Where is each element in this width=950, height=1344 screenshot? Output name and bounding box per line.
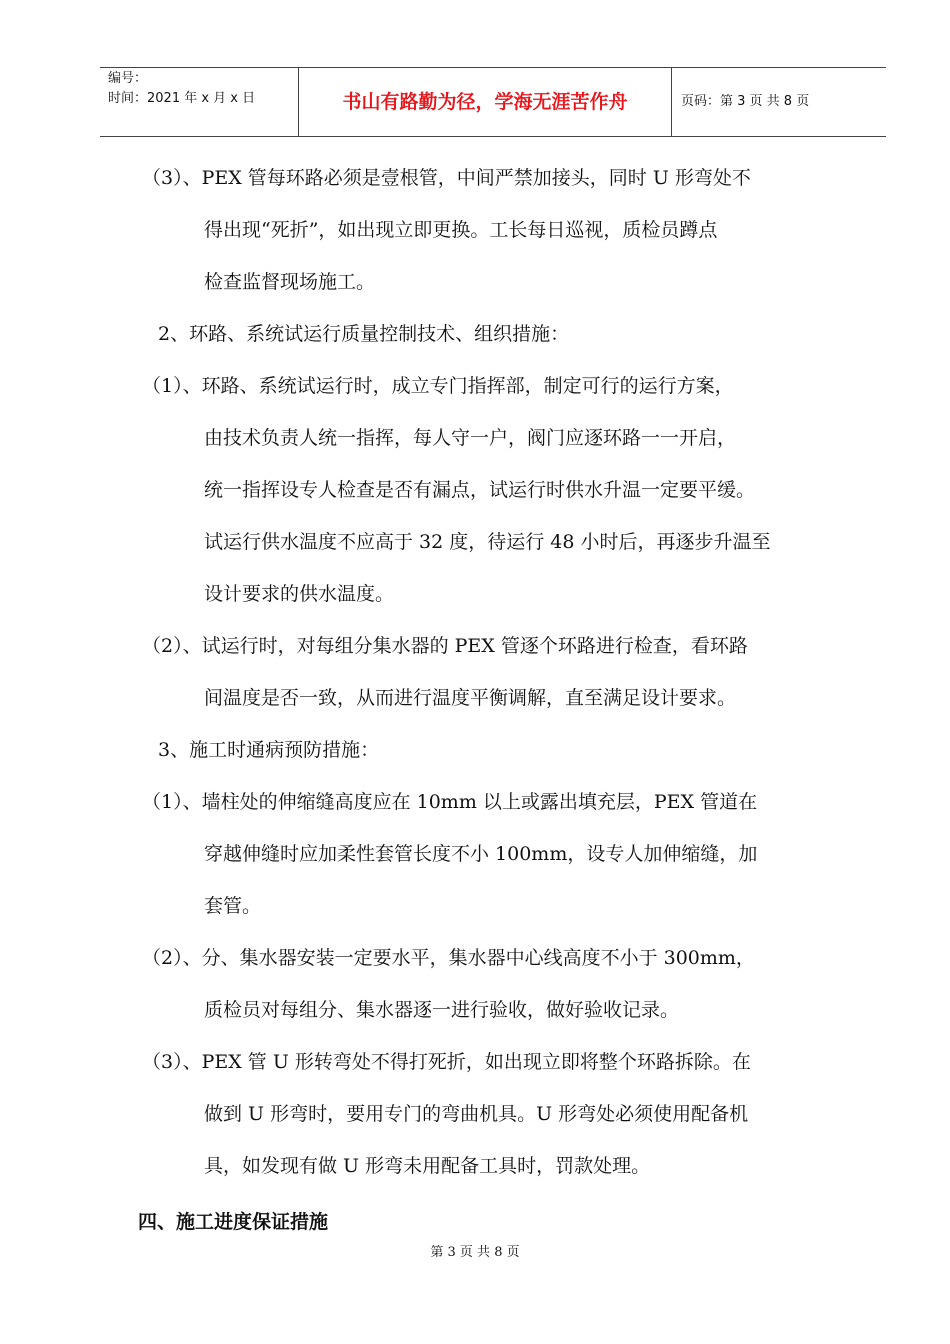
section-heading: 四、施工进度保证措施	[138, 1211, 329, 1233]
text-line: 具，如发现有做 U 形弯未用配备工具时，罚款处理。	[204, 1155, 651, 1177]
text-line: （3）、PEX 管 U 形转弯处不得打死折，如出现立即将整个环路拆除。在	[142, 1051, 751, 1073]
text-line: 得出现“死折”，如出现立即更换。工长每日巡视，质检员蹲点	[204, 219, 718, 241]
text-line: 统一指挥设专人检查是否有漏点，试运行时供水升温一定要平缓。	[204, 479, 756, 501]
text-line: （3）、PEX 管每环路必须是壹根管，中间严禁加接头，同时 U 形弯处不	[142, 167, 751, 189]
text-line: 穿越伸缝时应加柔性套管长度不小 100mm，设专人加伸缩缝，加	[204, 843, 758, 865]
text-line: 套管。	[204, 895, 262, 917]
text-line: 设计要求的供水温度。	[204, 583, 395, 605]
text-line: （2）、试运行时，对每组分集水器的 PEX 管逐个环路进行检查，看环路	[142, 635, 748, 657]
header-motto: 书山有路勤为径，学海无涯苦作舟	[342, 91, 628, 113]
subsection-heading: 3、施工时通病预防措施：	[158, 739, 380, 761]
text-line: （2）、分、集水器安装一定要水平，集水器中心线高度不小于 300mm，	[142, 947, 755, 969]
subsection-heading: 2、环路、系统试运行质量控制技术、组织措施：	[158, 323, 570, 345]
header-right-cell	[672, 68, 886, 136]
text-line: 质检员对每组分、集水器逐一进行验收，做好验收记录。	[204, 999, 680, 1021]
header-left-cell	[100, 68, 299, 136]
text-line: 间温度是否一致，从而进行温度平衡调解，直至满足设计要求。	[204, 687, 737, 709]
text-line: 做到 U 形弯时，要用专门的弯曲机具。U 形弯处必须使用配备机	[204, 1103, 749, 1125]
page-header	[100, 67, 886, 137]
page-footer: 第 3 页 共 8 页	[430, 1245, 520, 1260]
document-time-label: 时间：2021 年 x 月 x 日	[108, 91, 256, 106]
header-middle-cell	[299, 68, 672, 136]
header-page-info: 页码：第 3 页 共 8 页	[681, 94, 810, 109]
text-line: （1）、墙柱处的伸缩缝高度应在 10mm 以上或露出填充层，PEX 管道在	[142, 791, 758, 813]
text-line: 检查监督现场施工。	[204, 271, 376, 293]
text-line: 由技术负责人统一指挥，每人守一户，阀门应逐环路一一开启，	[204, 427, 737, 449]
text-line: 试运行供水温度不应高于 32 度，待运行 48 小时后，再逐步升温至	[204, 531, 771, 553]
document-number-label: 编号：	[108, 71, 148, 86]
text-line: （1）、环路、系统试运行时，成立专门指挥部，制定可行的运行方案，	[142, 375, 734, 397]
